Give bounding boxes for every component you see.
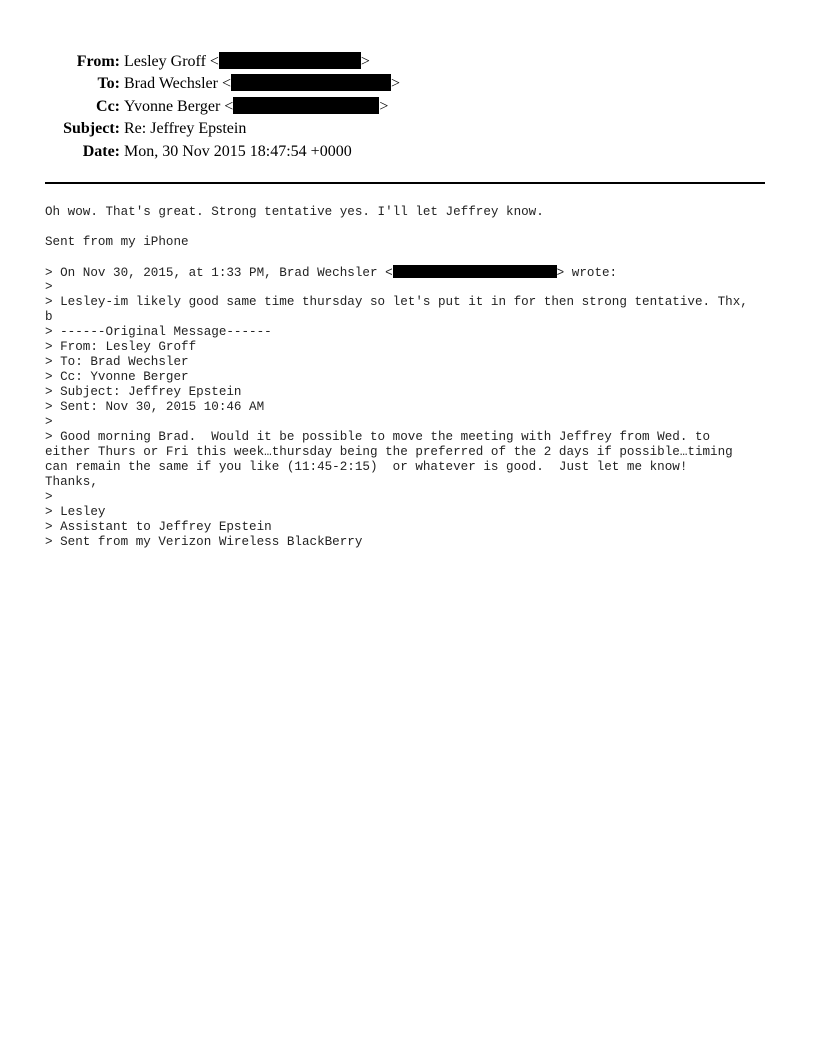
to-label: To: [97,75,120,93]
redaction-box [393,265,557,278]
body-line: > Good morning Brad. Would it be possible to move the meeting with Jeffrey from Wed. to [45,430,711,444]
body-line: > Cc: Yvonne Berger [45,370,189,384]
to-close: > [390,75,400,93]
date-value: Mon, 30 Nov 2015 18:47:54 +0000 [124,142,352,160]
body-line: > ------Original Message------ [45,325,272,339]
from-row [0,51,500,73]
body-line: Thanks, [45,475,98,489]
redaction-box [231,74,391,91]
header-divider [45,182,765,184]
email-header [0,51,500,163]
body-line: > [45,415,53,429]
body-line: > To: Brad Wechsler [45,355,189,369]
body-line: > [45,280,53,294]
cc-close: > [379,97,389,115]
to-value [124,73,400,95]
quote-header-prefix: > On Nov 30, 2015, at 1:33 PM, Brad Wechsler < [45,266,393,280]
body-line: b [45,310,53,324]
body-line: > Sent from my Verizon Wireless BlackBerry [45,535,363,549]
redaction-box [219,52,361,69]
from-close: > [360,53,370,70]
body-line: Sent from my iPhone [45,235,189,249]
date-label: Date: [82,142,120,160]
body-line [45,250,775,265]
quote-header-line [45,265,775,280]
from-value [124,51,370,73]
body-line: > Assistant to Jeffrey Epstein [45,520,272,534]
body-line: > Subject: Jeffrey Epstein [45,385,242,399]
from-name: Lesley Groff < [124,53,219,70]
body-line [45,220,775,235]
subject-row [0,118,500,140]
quote-header-suffix: > wrote: [556,266,618,280]
subject-label: Subject: [63,120,120,138]
email-body [45,205,775,550]
cc-value [124,96,388,118]
body-line: Oh wow. That's great. Strong tentative yes. I'll let Jeffrey know. [45,205,544,219]
to-name: Brad Wechsler < [124,75,231,93]
body-line: > From: Lesley Groff [45,340,197,354]
body-line: > Lesley-im likely good same time thursday so let's put it in for then strong tentative. Thx, [45,295,748,309]
to-row [0,73,500,95]
body-line: either Thurs or Fri this week…thursday being the preferred of the 2 days if possible…timing [45,445,733,459]
body-line: > Sent: Nov 30, 2015 10:46 AM [45,400,265,414]
body-line: > Lesley [45,505,106,519]
body-line: can remain the same if you like (11:45-2:15) or whatever is good. Just let me know! [45,460,688,474]
redaction-box [233,97,379,114]
cc-row [0,96,500,118]
date-row [0,141,500,163]
subject-value: Re: Jeffrey Epstein [124,120,247,138]
cc-name: Yvonne Berger < [124,97,234,115]
from-label: From: [76,53,120,70]
body-line: > [45,490,53,504]
cc-label: Cc: [96,97,120,115]
